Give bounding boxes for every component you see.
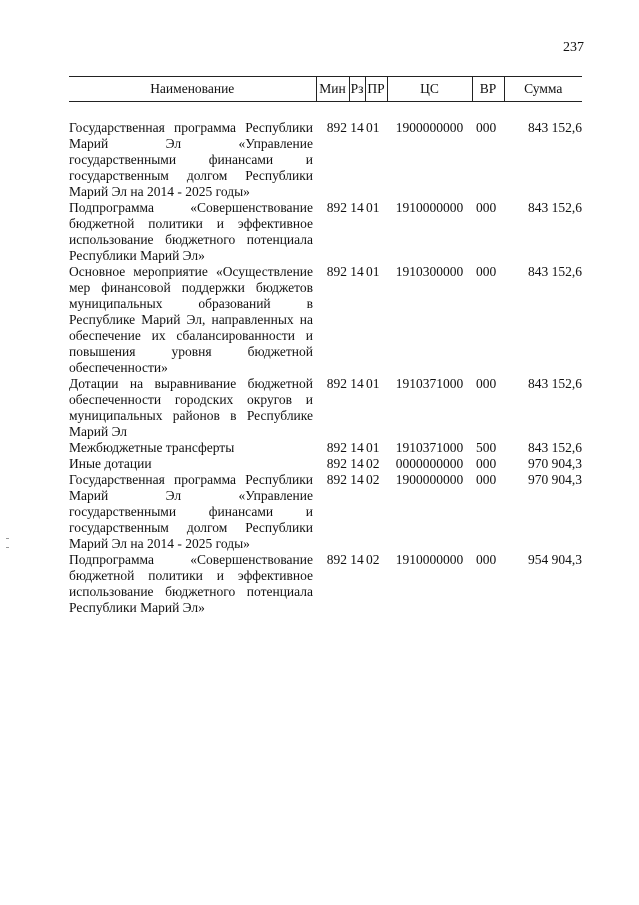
name-line: использование бюджетного (69, 232, 236, 247)
cell-pr: 01 (366, 200, 380, 215)
cell-rz: 14 (350, 552, 364, 567)
name-line: Государственная программа (69, 120, 237, 135)
name-line: на 2014 - 2025 годы» (130, 184, 250, 199)
cell-vr: 000 (476, 200, 497, 215)
cell-rz: 14 (350, 376, 364, 391)
table-body (69, 102, 582, 617)
cell-sum: 843 152,6 (528, 376, 582, 391)
name-line: бюджетной политики и эффективное (69, 568, 313, 583)
table-row (69, 120, 582, 200)
name-line: муниципальных районов (69, 408, 220, 423)
cell-name (69, 440, 316, 456)
header-cs: ЦС (387, 77, 472, 102)
name-line: Государственная программа (69, 472, 237, 487)
cell-pr: 02 (366, 552, 380, 567)
cell-vr: 000 (476, 376, 497, 391)
name-line: уровня бюджетной обеспеченности» (69, 344, 313, 375)
name-line: государственными финансами и (69, 152, 313, 167)
table-row (69, 456, 582, 472)
cell-min: 892 (326, 120, 347, 135)
name-line: сбалансированности и повышения (69, 328, 314, 359)
name-line: государственным долгом (69, 168, 228, 183)
name-line: Межбюджетные трансферты (69, 440, 235, 455)
cell-rz: 14 (350, 456, 364, 471)
name-line: «Осуществление мер финансовой (69, 264, 314, 295)
cell-rz: 14 (350, 120, 364, 135)
name-line: поддержки бюджетов (181, 280, 313, 295)
cell-sum: 954 904,3 (528, 552, 582, 567)
cell-vr: 000 (476, 456, 497, 471)
page-number: 237 (563, 40, 584, 55)
name-line: бюджетной политики и эффективное (69, 216, 313, 231)
cell-min: 892 (326, 456, 347, 471)
cell-sum: 843 152,6 (528, 120, 582, 135)
cell-pr: 02 (366, 472, 380, 487)
name-line: государственным долгом (69, 520, 228, 535)
cell-name (69, 472, 316, 552)
spacer-row (69, 102, 582, 121)
cell-cs: 1910371000 (395, 440, 464, 455)
cell-sum: 843 152,6 (528, 200, 582, 215)
name-line: Республики Марий Эл «Управление (69, 120, 313, 151)
cell-min: 892 (326, 264, 347, 279)
table-row (69, 472, 582, 552)
name-line: в Республике Марий Эл, (69, 296, 313, 327)
cell-rz: 14 (350, 200, 364, 215)
cell-cs: 1910371000 (395, 376, 464, 391)
cell-name (69, 376, 316, 440)
cell-cs: 0000000000 (395, 456, 464, 471)
name-line: муниципальных образований (69, 296, 271, 311)
name-line: потенциала Республики Марий Эл» (69, 232, 313, 263)
table-header (69, 77, 582, 102)
cell-pr: 01 (366, 120, 380, 135)
name-line: Подпрограмма «Совершенствование (69, 552, 313, 567)
cell-cs: 1900000000 (395, 120, 464, 135)
cell-min: 892 (326, 200, 347, 215)
header-min: Мин (316, 77, 349, 102)
table-row (69, 552, 582, 616)
cell-pr: 02 (366, 456, 380, 471)
cell-rz: 14 (350, 472, 364, 487)
cell-vr: 000 (476, 120, 497, 135)
margin-mark (6, 538, 9, 539)
name-line: городских округов и (174, 392, 314, 407)
table-row (69, 376, 582, 440)
cell-min: 892 (326, 472, 347, 487)
name-line: Подпрограмма «Совершенствование (69, 200, 313, 215)
cell-vr: 500 (476, 440, 497, 455)
cell-rz: 14 (350, 264, 364, 279)
cell-name (69, 120, 316, 200)
name-line: Республики Марий Эл (69, 520, 313, 551)
margin-mark (6, 547, 9, 548)
name-line: Республики Марий Эл (69, 168, 313, 199)
cell-sum: 970 904,3 (528, 456, 582, 471)
cell-sum: 970 904,3 (528, 472, 582, 487)
cell-rz: 14 (350, 440, 364, 455)
cell-name (69, 200, 316, 264)
name-line: в Республике Марий Эл (69, 408, 313, 439)
cell-cs: 1910000000 (395, 200, 464, 215)
name-line: потенциала Республики Марий Эл» (69, 584, 313, 615)
cell-name (69, 552, 316, 616)
header-name: Наименование (69, 77, 316, 102)
cell-vr: 000 (476, 472, 497, 487)
cell-cs: 1900000000 (395, 472, 464, 487)
name-line: Основное мероприятие (69, 264, 208, 279)
name-line: Дотации на выравнивание (69, 376, 237, 391)
cell-min: 892 (326, 440, 347, 455)
cell-sum: 843 152,6 (528, 264, 582, 279)
name-line: направленных на обеспечение их (69, 312, 313, 343)
name-line: государственными финансами и (69, 504, 313, 519)
budget-table (69, 76, 582, 616)
table-row (69, 440, 582, 456)
name-line: Республики Марий Эл «Управление (69, 472, 313, 503)
cell-pr: 01 (366, 376, 380, 391)
cell-vr: 000 (476, 264, 497, 279)
header-vr: ВР (472, 77, 504, 102)
header-pr: ПР (365, 77, 387, 102)
table-row (69, 264, 582, 376)
name-line: использование бюджетного (69, 584, 236, 599)
cell-name (69, 456, 316, 472)
header-sum: Сумма (504, 77, 582, 102)
cell-min: 892 (326, 552, 347, 567)
header-row (69, 77, 582, 102)
cell-pr: 01 (366, 440, 380, 455)
cell-name (69, 264, 316, 376)
cell-pr: 01 (366, 264, 380, 279)
header-rz: Рз (349, 77, 365, 102)
name-line: Иные дотации (69, 456, 152, 471)
cell-sum: 843 152,6 (528, 440, 582, 455)
name-line: на 2014 - 2025 годы» (130, 536, 250, 551)
cell-cs: 1910300000 (395, 264, 464, 279)
cell-vr: 000 (476, 552, 497, 567)
table-row (69, 200, 582, 264)
cell-min: 892 (326, 376, 347, 391)
cell-cs: 1910000000 (395, 552, 464, 567)
name-line: бюджетной обеспеченности (69, 376, 314, 407)
